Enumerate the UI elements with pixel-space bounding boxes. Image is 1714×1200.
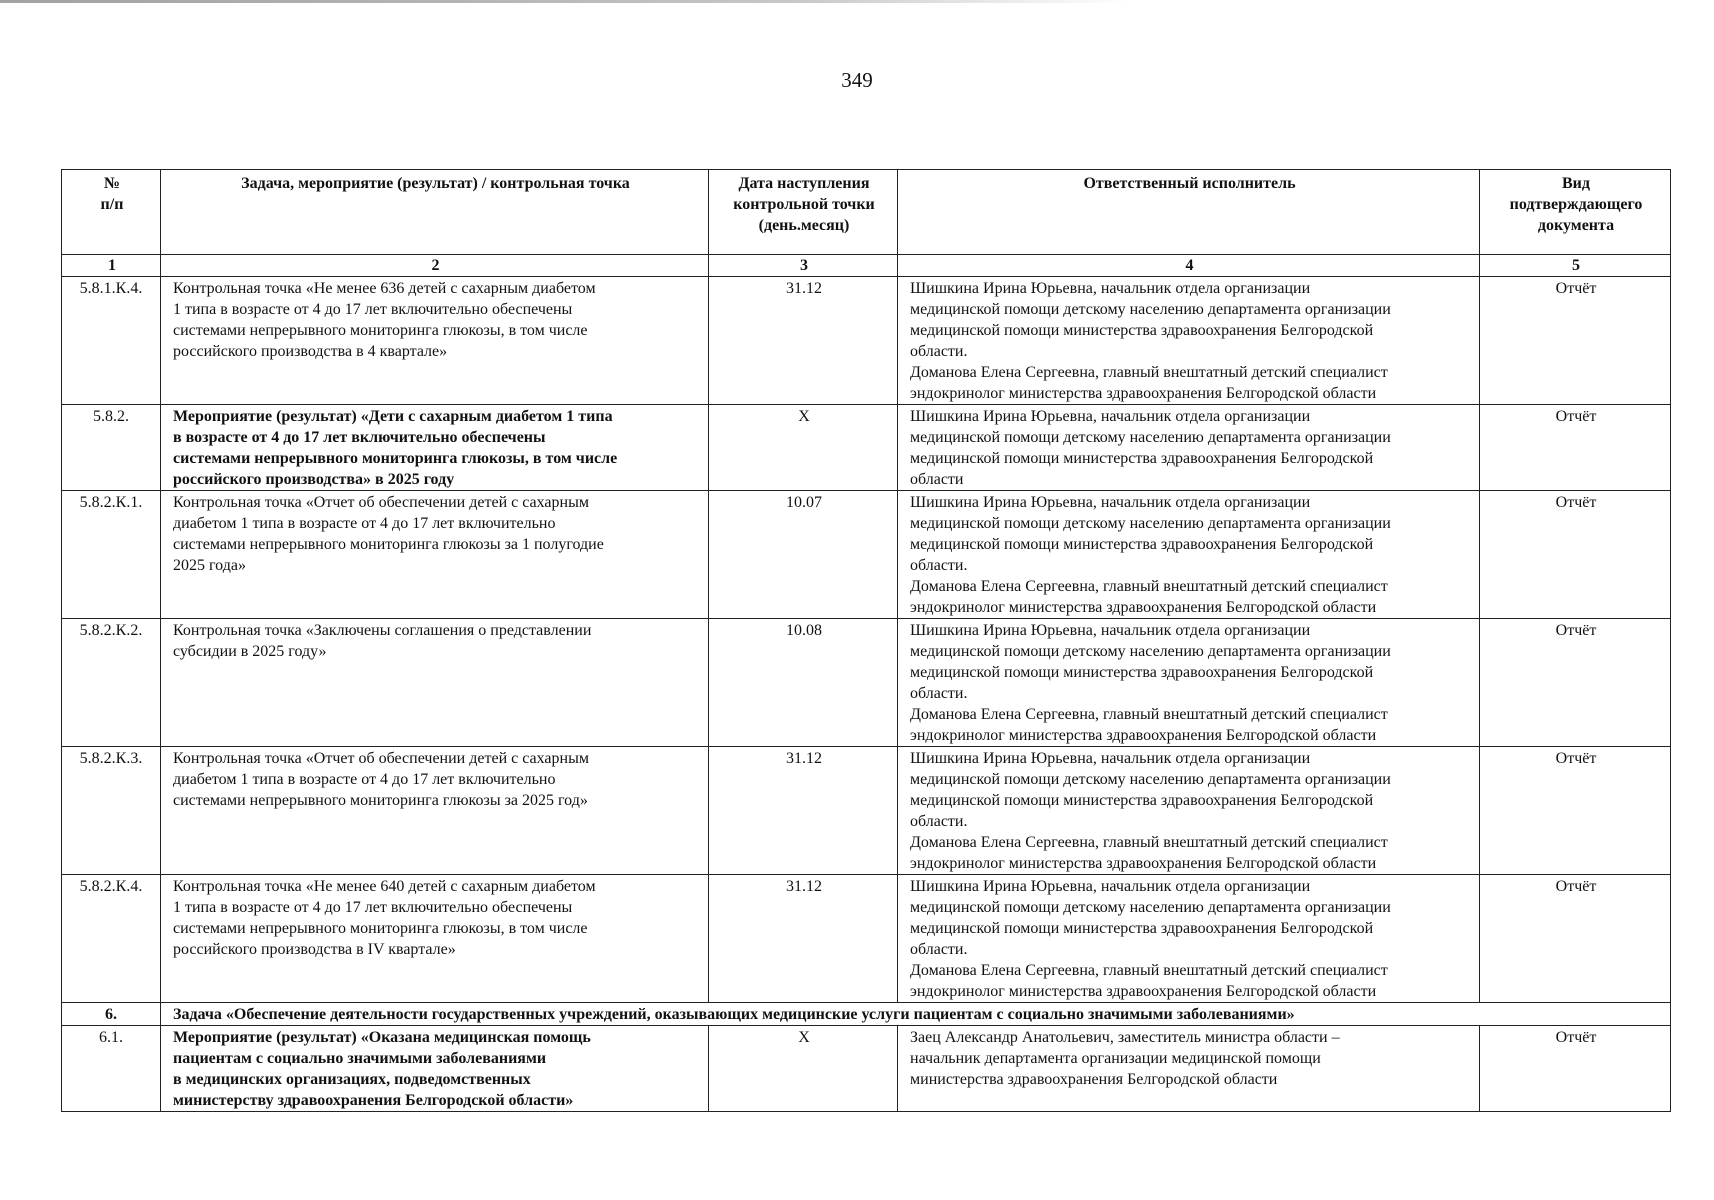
row-document-type: Отчёт (1480, 1026, 1671, 1112)
row-date: 31.12 (709, 747, 898, 875)
row-date: 10.07 (709, 491, 898, 619)
row-responsible: Шишкина Ирина Юрьевна, начальник отдела организации медицинской помощи детскому населению департамента организации медицинской помощи министерства здравоохранения Белгородской области. Доманова Елена Сергеевна, главный внештатный детский специалист эндокринолог министерства здравоохранения Белгородской области (898, 491, 1480, 619)
row-task: Мероприятие (результат) «Оказана медицинская помощь пациентам с социально значимыми заболеваниями в медицинских организациях, подведомственных министерству здравоохранения Белгородской области» (161, 1026, 709, 1112)
row-date: X (709, 405, 898, 491)
table-row (62, 491, 1671, 619)
task-number: 6. (62, 1003, 161, 1026)
row-number: 5.8.2. (62, 405, 161, 491)
row-document-type: Отчёт (1480, 277, 1671, 405)
row-task: Мероприятие (результат) «Дети с сахарным диабетом 1 типа в возрасте от 4 до 17 лет включительно обеспечены системами непрерывного мониторинга глюкозы, в том числе российского производства» в 2025 году (161, 405, 709, 491)
row-document-type: Отчёт (1480, 619, 1671, 747)
column-index: 3 (709, 255, 898, 277)
task-section-row (62, 1003, 1671, 1026)
column-index: 2 (161, 255, 709, 277)
table-header-row (62, 170, 1671, 255)
page-number: 349 (841, 68, 873, 92)
table-row (62, 747, 1671, 875)
row-document-type: Отчёт (1480, 747, 1671, 875)
header-document: Вид подтверждающего документа (1480, 170, 1671, 255)
row-document-type: Отчёт (1480, 405, 1671, 491)
row-task: Контрольная точка «Отчет об обеспечении детей с сахарным диабетом 1 типа в возрасте от 4 до 17 лет включительно системами непрерывного мониторинга глюкозы за 2025 год» (161, 747, 709, 875)
table-row (62, 875, 1671, 1003)
row-number: 6.1. (62, 1026, 161, 1112)
row-date: 10.08 (709, 619, 898, 747)
task-title: Задача «Обеспечение деятельности государственных учреждений, оказывающих медицинские услуги пациентам с социально значимыми заболеваниями» (161, 1003, 1671, 1026)
row-task: Контрольная точка «Не менее 636 детей с сахарным диабетом 1 типа в возрасте от 4 до 17 лет включительно обеспечены системами непрерывного мониторинга глюкозы, в том числе российского производства в 4 квартале» (161, 277, 709, 405)
row-responsible: Шишкина Ирина Юрьевна, начальник отдела организации медицинской помощи детскому населению департамента организации медицинской помощи министерства здравоохранения Белгородской области. Доманова Елена Сергеевна, главный внештатный детский специалист эндокринолог министерства здравоохранения Белгородской области (898, 619, 1480, 747)
row-date: 31.12 (709, 277, 898, 405)
row-responsible: Шишкина Ирина Юрьевна, начальник отдела организации медицинской помощи детскому населению департамента организации медицинской помощи министерства здравоохранения Белгородской области (898, 405, 1480, 491)
table-row (62, 619, 1671, 747)
table-row (62, 405, 1671, 491)
table-row (62, 1026, 1671, 1112)
row-number: 5.8.1.К.4. (62, 277, 161, 405)
column-index: 1 (62, 255, 161, 277)
column-index: 4 (898, 255, 1480, 277)
column-index: 5 (1480, 255, 1671, 277)
row-number: 5.8.2.К.1. (62, 491, 161, 619)
control-points-table (61, 169, 1671, 1112)
row-document-type: Отчёт (1480, 491, 1671, 619)
table-row (62, 277, 1671, 405)
row-date: 31.12 (709, 875, 898, 1003)
row-number: 5.8.2.К.4. (62, 875, 161, 1003)
row-responsible: Шишкина Ирина Юрьевна, начальник отдела организации медицинской помощи детскому населению департамента организации медицинской помощи министерства здравоохранения Белгородской области. Доманова Елена Сергеевна, главный внештатный детский специалист эндокринолог министерства здравоохранения Белгородской области (898, 875, 1480, 1003)
header-task: Задача, мероприятие (результат) / контрольная точка (161, 170, 709, 255)
row-number: 5.8.2.К.3. (62, 747, 161, 875)
row-responsible: Шишкина Ирина Юрьевна, начальник отдела организации медицинской помощи детскому населению департамента организации медицинской помощи министерства здравоохранения Белгородской области. Доманова Елена Сергеевна, главный внештатный детский специалист эндокринолог министерства здравоохранения Белгородской области (898, 747, 1480, 875)
row-task: Контрольная точка «Не менее 640 детей с сахарным диабетом 1 типа в возрасте от 4 до 17 лет включительно обеспечены системами непрерывного мониторинга глюкозы, в том числе российского производства в IV квартале» (161, 875, 709, 1003)
header-num: № п/п (62, 170, 161, 255)
row-date: X (709, 1026, 898, 1112)
header-responsible: Ответственный исполнитель (898, 170, 1480, 255)
row-responsible: Шишкина Ирина Юрьевна, начальник отдела организации медицинской помощи детскому населению департамента организации медицинской помощи министерства здравоохранения Белгородской области. Доманова Елена Сергеевна, главный внештатный детский специалист эндокринолог министерства здравоохранения Белгородской области (898, 277, 1480, 405)
row-task: Контрольная точка «Заключены соглашения о представлении субсидии в 2025 году» (161, 619, 709, 747)
scan-edge-artifact (0, 0, 1130, 3)
row-document-type: Отчёт (1480, 875, 1671, 1003)
column-index-row (62, 255, 1671, 277)
row-task: Контрольная точка «Отчет об обеспечении детей с сахарным диабетом 1 типа в возрасте от 4 до 17 лет включительно системами непрерывного мониторинга глюкозы за 1 полугодие 2025 года» (161, 491, 709, 619)
header-date: Дата наступления контрольной точки (день.месяц) (709, 170, 898, 255)
row-number: 5.8.2.К.2. (62, 619, 161, 747)
row-responsible: Заец Александр Анатольевич, заместитель министра области – начальник департамента организации медицинской помощи министерства здравоохранения Белгородской области (898, 1026, 1480, 1112)
